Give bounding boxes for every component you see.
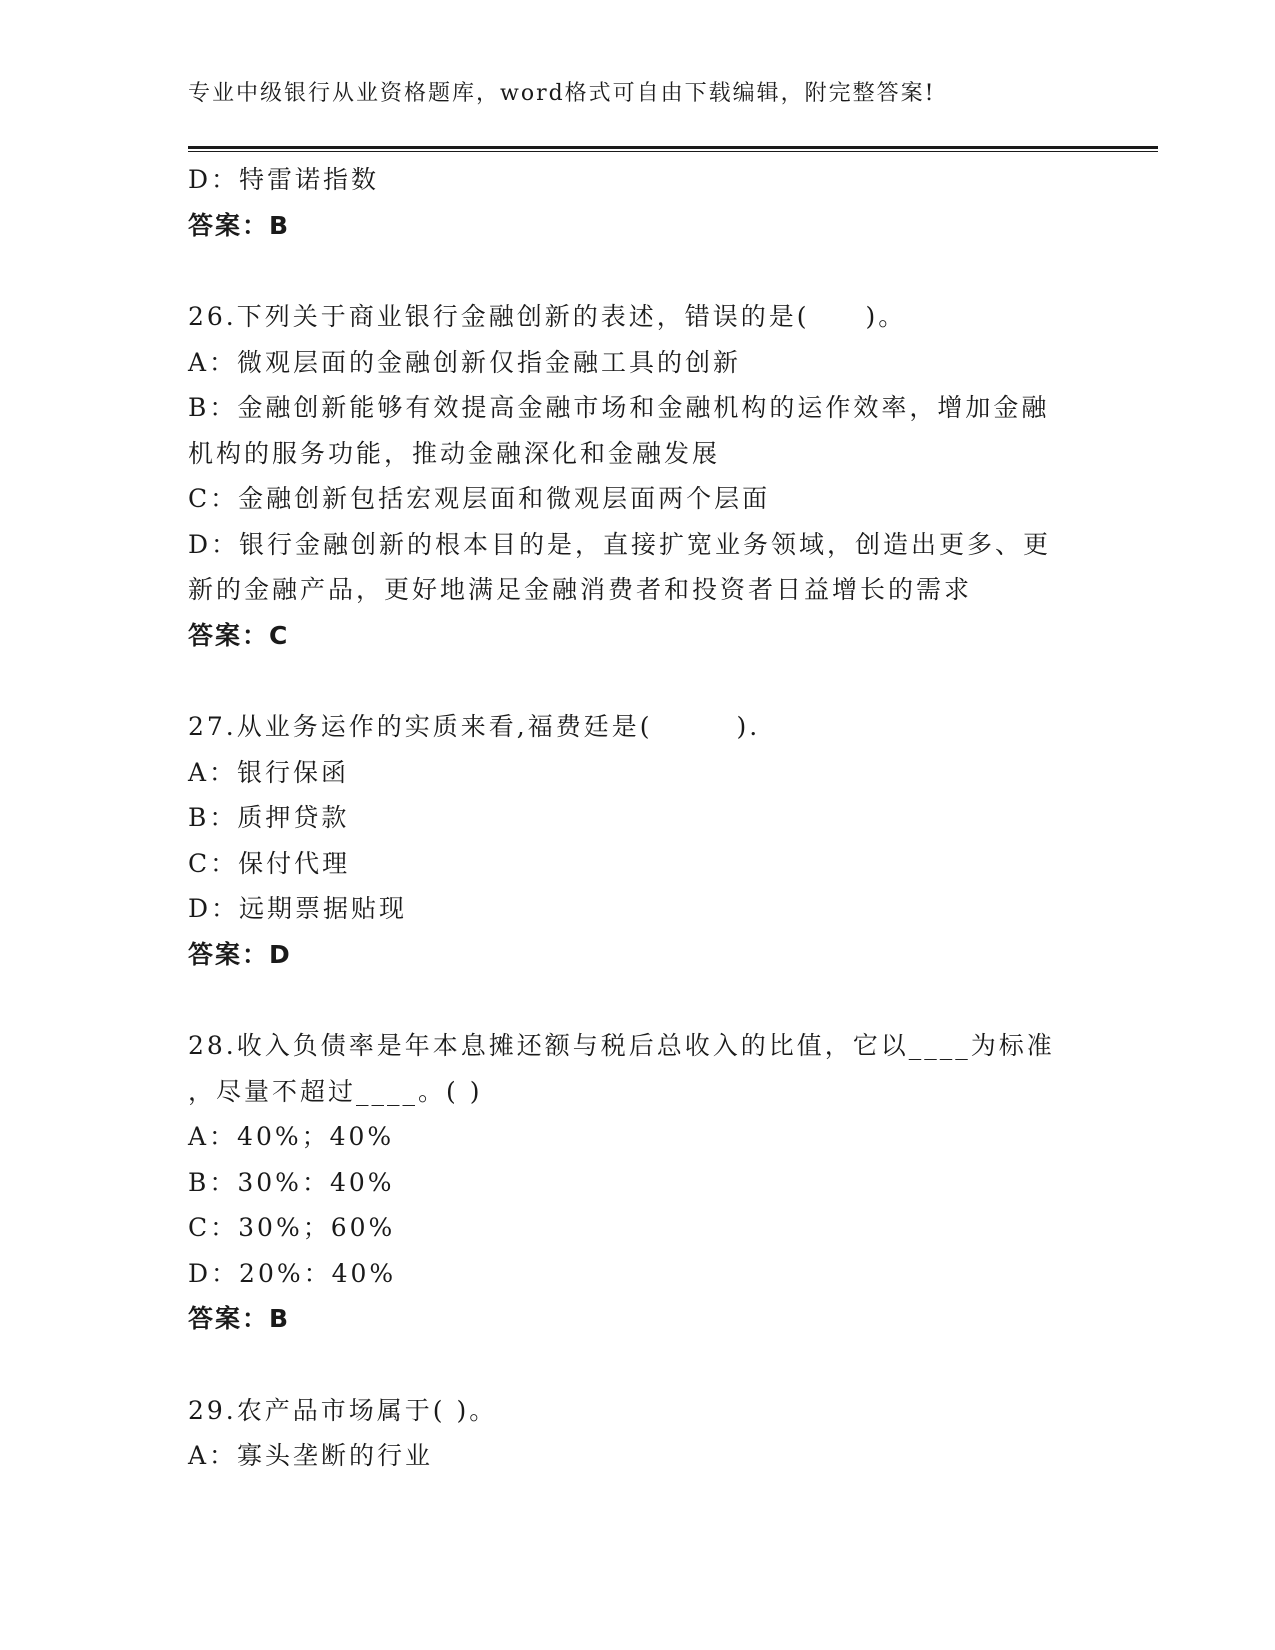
option-line: D：远期票据贴现 — [188, 894, 408, 923]
option-line: A：微观层面的金融创新仅指金融工具的创新 — [188, 347, 742, 377]
option-line: C：金融创新包括宏观层面和微观层面两个层面 — [188, 484, 771, 513]
option-line: A：银行保函 — [188, 757, 350, 787]
option-line: B：30%：40% — [188, 1167, 395, 1197]
answer-line: 答案：B — [188, 210, 291, 240]
option-line: C：30%；60% — [188, 1213, 396, 1242]
option-line: 机构的服务功能，推动金融深化和金融发展 — [188, 438, 721, 468]
option-line: A：40%；40% — [188, 1122, 395, 1151]
option-line: 新的金融产品，更好地满足金融消费者和投资者日益增长的需求 — [188, 575, 973, 604]
option-line: D：20%：40% — [188, 1258, 397, 1288]
question-stem: 29.农产品市场属于( )。 — [188, 1395, 498, 1425]
question-stem-continued: ，尽量不超过____。( ) — [188, 1076, 483, 1106]
option-line: B：金融创新能够有效提高金融市场和金融机构的运作效率，增加金融 — [188, 393, 1050, 422]
question-stem: 28.收入负债率是年本息摊还额与税后总收入的比值，它以____为标准 — [188, 1031, 1055, 1060]
option-line: D：银行金融创新的根本目的是，直接扩宽业务领域，创造出更多、更 — [188, 529, 1052, 559]
question-block-28 — [188, 1023, 1088, 1342]
question-block-25-tail — [188, 157, 1088, 248]
option-line: A：寡头垄断的行业 — [188, 1441, 434, 1470]
header-rule — [188, 146, 1158, 152]
option-line: C：保付代理 — [188, 848, 351, 878]
question-block-29 — [188, 1388, 1088, 1479]
answer-line: 答案：B — [188, 1304, 291, 1333]
page-header: 专业中级银行从业资格题库，word格式可自由下载编辑，附完整答案! — [188, 81, 936, 106]
option-line: B：质押贷款 — [188, 803, 350, 832]
question-stem: 27.从业务运作的实质来看,福费廷是( ). — [188, 712, 761, 741]
question-block-27 — [188, 704, 1088, 977]
question-content — [188, 157, 1088, 1479]
answer-line: 答案：D — [188, 939, 292, 969]
question-block-26 — [188, 294, 1088, 658]
question-stem: 26.下列关于商业银行金融创新的表述，错误的是( )。 — [188, 302, 907, 331]
answer-line: 答案：C — [188, 620, 290, 650]
option-line: D：特雷诺指数 — [188, 165, 380, 194]
